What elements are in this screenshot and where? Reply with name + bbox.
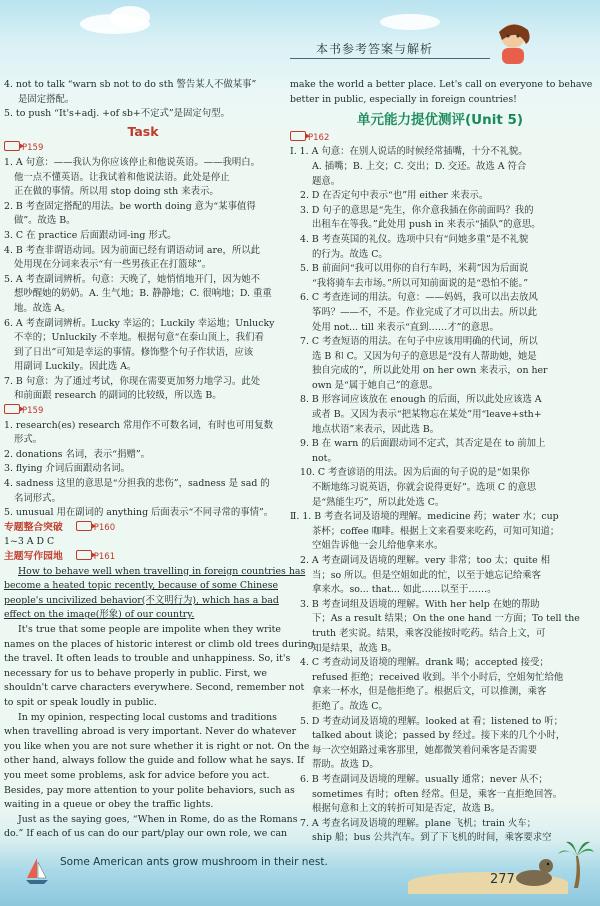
text-line: 4. B 考查非谓语动词。因为前面已经有谓语动词 are，所以此 — [4, 244, 261, 256]
pointing-hand-icon — [290, 131, 306, 141]
pointing-hand-icon — [4, 141, 20, 151]
answer-line: 8. B 形容词应该放在 enough 的后面，所以此处应该选 A — [300, 394, 542, 406]
text-line: 1. research(es) research 常用作不可数名词，有时也可用复数 — [4, 419, 274, 431]
essay-line: names on the places of historic interest or climb old trees during — [4, 638, 314, 650]
page-ref-tag: P162 — [290, 131, 590, 146]
essay-line: the travel. It often leads to trouble and unhappiness. So, it's — [4, 653, 291, 665]
answer-line: 选 B 和 C。又因为句子的意思是“没有人帮助她，她是 — [312, 350, 537, 362]
answer-line: 是“熟能生巧”，所以此处选 C。 — [312, 496, 445, 508]
answer-line: 3. D 句子的意思是“先生，你介意我插在你前面吗？我的 — [300, 204, 534, 216]
text-line: 1. A 句意：——我认为你应该停止和他说英语。——我明白。 — [4, 156, 261, 168]
essay-line: better in public, especially in foreign countries! — [290, 93, 517, 105]
answer-line: 7. A 考查名词及语境的理解。plane 飞机；train 火车； — [300, 817, 537, 829]
answer-line: 2. A 考查副词及语境的理解。very 非常；too 太；quite 相 — [300, 555, 551, 566]
text-line: 想吵醒她的奶奶。A. 生气地；B. 静静地；C. 很响地；D. 重重 — [14, 288, 272, 300]
left-column — [4, 78, 314, 842]
text-line: 和前面跟 research 的副词的比较级，所以选 B。 — [14, 390, 222, 402]
answer-line: 6. B 考查副词及语境的理解。usually 通常；never 从不； — [300, 773, 548, 785]
essay-line: shouldn't carve characters everywhere. Second, remember not — [4, 682, 305, 694]
answer-line: 拿来一杯水，但是他拒绝了。根据后文，可以推测，乘客 — [312, 686, 547, 698]
answer-line: sometimes 有时；often 经常。但是，乘客一直拒绝回答。 — [312, 788, 563, 800]
text-line: 3. C 在 practice 后面跟动词-ing 形式。 — [4, 229, 177, 241]
answer-line: refused 拒绝；received 收到。半个小时后，空姐匆忙给他 — [312, 671, 564, 683]
text-line: 2. B 考查固定搭配的用法。be worth doing 意为“某事值得 — [4, 200, 256, 212]
essay-line: become a heated topic recently, because of some Chinese — [4, 580, 279, 592]
essay-line: Besides, pay more attention to your polite behaviors, such as — [4, 784, 295, 796]
text-line: 形式。 — [14, 434, 43, 446]
answer-line: 当；so 所以。但是空姐如此的忙，以至于她忘记给乘客 — [312, 569, 542, 581]
zhuanti-heading: 专题整合突破 — [4, 521, 63, 533]
answer-line: truth 老实说。结果，乘客没能按时吃药。结合上文，可 — [312, 627, 546, 639]
text-line: 他一点不懂英语。让我试着和他说法语。此处是停止 — [14, 171, 230, 183]
text-line: 5. to push “It's+adj. +of sb+不定式”是固定句型。 — [4, 108, 230, 120]
answer-line: Ⅰ. 1. A 句意：在别人说话的时候经常插嘴，十分不礼貌。 — [290, 146, 528, 158]
answer-line: 5. D 考查动词及语境的理解。looked at 看；listened to 听； — [300, 715, 563, 727]
answer-line: 拒绝了。故选 C。 — [312, 700, 388, 712]
text-line: 正在做的事情。所以用 stop doing sth 来表示。 — [14, 186, 219, 198]
text-line: 处用现在分词来表示“有一些男孩正在打篮球”。 — [14, 259, 212, 271]
text-line: 4. sadness 这里的意思是“分担我的悲伤”，sadness 是 sad 的 — [4, 478, 270, 490]
answer-list — [290, 145, 590, 846]
text-line: 7. B 句意：为了通过考试，你现在需要更加努力地学习。此处 — [4, 375, 261, 387]
section-heading — [4, 550, 282, 565]
page-ref-tag: P161 — [76, 552, 115, 562]
zhuti-heading: 主题写作园地 — [4, 551, 63, 562]
pointing-hand-icon — [4, 404, 20, 414]
right-column — [290, 78, 593, 846]
essay-line: necessary for us to behave properly in public. First, we — [4, 667, 267, 679]
essay-line: people's uncivilized behavior(不文明行为), which has a bad — [4, 594, 279, 606]
footer-fact: Some American ants grow mushroom in their nest. — [60, 856, 328, 868]
answer-line: Ⅱ. 1. B 考查名词及语境的理解。medicine 药；water 水；cup — [290, 511, 559, 523]
essay-line: Just as the saying goes, “When in Rome, do as the Romans — [18, 813, 298, 825]
answer-line: 6. C 考查连词的用法。句意：——妈妈，我可以出去放风 — [300, 292, 538, 304]
answer-line: 帮助。故选 D。 — [312, 759, 379, 771]
unit-test-title: 单元能力提优测评(Unit 5) — [356, 112, 524, 129]
palm-tree-icon — [558, 838, 594, 888]
answer-line: 空姐告诉他一会儿给他拿来水。 — [312, 540, 444, 552]
essay-line: you meet some problems, ask for advice before you act. — [4, 769, 270, 781]
answer-line: 4. B 考查英国的礼仪。选项中只有“问她多重”是不礼貌 — [300, 233, 529, 245]
essay-line: other hand, always follow the guide and follow what he says. If — [4, 755, 305, 767]
essay-line: waiting in a queue or obey the traffic lights. — [4, 799, 214, 811]
text-line: 用副词 Luckily。因此选 A。 — [14, 361, 137, 373]
text-line: 地。故选 A。 — [14, 302, 71, 314]
answer-line: 茶杯；coffee 咖啡。根据上文来看要来吃药，可知可知道； — [312, 525, 560, 537]
essay-line: when travelling abroad is very important. Never do whatever — [4, 726, 297, 738]
text-line: 名词形式。 — [14, 492, 61, 504]
header-title: 本书参考答案与解析 — [316, 42, 434, 56]
answer-line: ship 船；bus 公共汽车。到了下飞机的时间，乘客要求空 — [312, 832, 552, 844]
essay-line: make the world a better place. Let's call on everyone to behave — [290, 79, 593, 90]
header-divider — [290, 58, 490, 59]
answer-line: own 是“属于她自己”的意思。 — [312, 379, 439, 391]
essay-line: to spit or speak loudly in public. — [4, 696, 157, 708]
answer-line: 题意。 — [312, 175, 341, 187]
answer-line: 独自完成的”，所以此处用 on her own 来表示，on her — [312, 365, 548, 377]
page-number: 277 — [490, 872, 515, 887]
answer-line: 下；As a result 结果；On the one hand 一方面；To tell the — [312, 613, 580, 625]
answer-line: 处用 not... till 来表示“直到……才”的意思。 — [312, 321, 499, 333]
answer-line: 筝吗？——不，不是。作业完成了才可以出去。所以此 — [312, 306, 538, 318]
task-heading: Task — [127, 123, 159, 139]
essay-line: In my opinion, respecting local customs and traditions — [18, 711, 277, 723]
answer-line: 5. B 前面问“我可以用你的自行车吗，米莉”因为后面说 — [300, 263, 529, 275]
answer-line: 的行为。故选 C。 — [312, 248, 388, 260]
essay-line: It's true that some people are impolite when they write — [18, 623, 281, 635]
cloud-decoration — [110, 6, 150, 28]
text-line: 到了日出”可知是幸运的事情。修饰整个句子作状语，应该 — [14, 346, 254, 358]
page-ref-tag: P160 — [76, 523, 115, 533]
answer-line: talked about 谈论；passed by 经过。接下来的几个小时， — [312, 730, 566, 742]
text-line: 5. A 考查副词辨析。句意：天晚了，她悄悄地开门，因为她不 — [4, 273, 261, 285]
pointing-hand-icon — [76, 521, 92, 531]
section-heading — [4, 521, 282, 536]
answer-line: “我将骑车去市场。”所以可知前面说的是“恐怕不能。” — [312, 277, 529, 289]
pointing-hand-icon — [76, 550, 92, 560]
text-line: 做”。故选 B。 — [14, 215, 76, 227]
page-ref-tag: P159 — [4, 404, 282, 419]
text-line: 5. unusual 用在副词的 anything 后面表示“不同寻常的事情”。 — [4, 507, 274, 519]
answer-line: not。 — [312, 452, 337, 464]
text-line: 1~3 A D C — [4, 536, 55, 548]
answer-line: 拿来水。so... that... 如此……以至于……。 — [312, 584, 497, 596]
answer-line: 10. C 考查谚语的用法。因为后面的句子说的是“如果你 — [300, 467, 530, 479]
girl-illustration-icon — [488, 18, 538, 70]
answer-line: 地点状语”来表示，因此选 B。 — [312, 423, 440, 435]
answer-line: 9. B 在 warn 的后面跟动词不定式，其否定是在 to 前加上 — [300, 438, 546, 450]
essay-line: How to behave well when travelling in foreign countries has — [18, 565, 306, 577]
answer-line: 4. C 考查动词及语境的理解。drank 喝；accepted 接受； — [300, 657, 549, 669]
text-line: 2. donations 名词，表示“捐赠”。 — [4, 448, 151, 460]
answer-line: 2. D 在否定句中表示“也”用 either 来表示。 — [300, 190, 489, 202]
answer-line: 每一次空姐路过乘客那里，她都微笑着问乘客是否需要 — [312, 744, 538, 756]
text-line: 是固定搭配。 — [18, 93, 75, 105]
essay-line: effect on the image(形象) of our country. — [4, 609, 195, 621]
answer-line: 7. C 考查短语的用法。在句子中应该用明确的代词，所以 — [300, 336, 538, 348]
page-ref-tag: P159 — [4, 141, 282, 156]
seal-illustration-icon — [512, 852, 556, 888]
answer-line: 根据句意和上文的转折可知是否定，故选 B。 — [312, 803, 500, 815]
essay-line: you like when you are not sure whether it is right or not. On the — [4, 740, 310, 752]
answer-line: 不断地练习说英语，你就会说得更好”。选项 C 的意思 — [312, 482, 537, 494]
text-line: 6. A 考查副词辨析。Lucky 幸运的；Luckily 幸运地；Unlucky — [4, 317, 275, 329]
answer-line: 出租车在等我。”此处用 push in 来表示“插队”的意思。 — [312, 219, 541, 231]
cloud-decoration — [380, 14, 440, 30]
answer-line: A. 插嘴；B. 上交；C. 交出；D. 交还。故选 A 符合 — [312, 160, 527, 172]
answer-line: 3. B 考查词组及语境的理解。With her help 在她的帮助 — [300, 598, 540, 610]
text-line: 4. not to talk “warn sb not to do sth 警告某人不做某事” — [4, 79, 257, 90]
sailboat-icon — [24, 856, 50, 886]
essay-line: do.” If each of us can do our part/play our own role, we can — [4, 828, 288, 840]
answer-line: 或者 B。又因为表示“把某物忘在某处”用“leave+sth+ — [312, 409, 542, 421]
text-line: 不幸的；Unluckily 不幸地。根据句意“在泰山顶上，我们看 — [14, 332, 264, 344]
answer-line: 知是结果，故选 B。 — [312, 642, 397, 654]
text-line: 3. flying 介词后面跟动名词。 — [4, 463, 130, 475]
